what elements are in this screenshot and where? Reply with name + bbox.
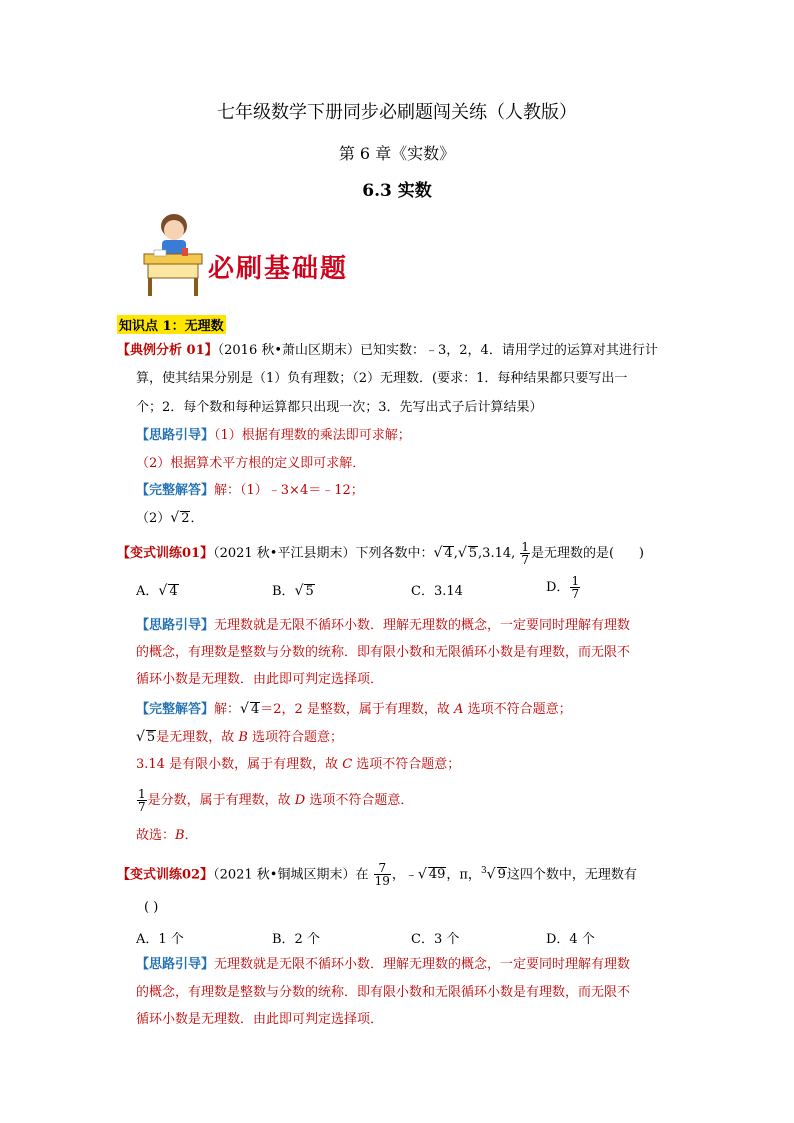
example1-line3: 个；2．每个数和每种运算都只出现一次；3．先写出式子后计算结果）	[136, 400, 543, 415]
variant1-hint3: 循环小数是无理数．由此即可判定选择项．	[136, 672, 384, 687]
variant1-stem: 【变式训练01】（2021 秋•平江县期末）下列各数中：√ 4,√ 5,3.14, $\frac{1}{7}$ 是无理数的是( )	[117, 540, 644, 567]
variant1-answer2: √ 5是无理数，故 B 选项符合题意；	[136, 729, 344, 745]
hint-tag: 【思路引导】	[136, 428, 215, 443]
variant1-answer4: $\frac{1}{7}$ 是分数，属于有理数，故 D 选项不符合题意．	[138, 787, 414, 814]
banner	[132, 206, 392, 298]
option-b: B．√ 5	[272, 583, 314, 599]
section-title: 6.3 实数	[362, 181, 432, 201]
variant1-hint1: 【思路引导】无理数就是无限不循环小数．理解无理数的概念，一定要同时理解有理数	[136, 618, 631, 633]
variant2-hint2: 的概念，有理数是整数与分数的统称．即有限小数和无限循环小数是有理数，而无限不	[136, 985, 631, 1000]
example1-answer2: （2）√ 2．	[136, 510, 204, 526]
option-a: A．√ 4	[136, 583, 178, 599]
example1-answer1: 【完整解答】解：（1）﹣3×4＝﹣12；	[136, 483, 364, 498]
variant2-hint3: 循环小数是无理数．由此即可判定选择项．	[136, 1012, 384, 1027]
answer-tag: 【完整解答】	[136, 483, 215, 498]
v2-option-b: B．2 个	[272, 932, 320, 947]
option-c: C．3.14	[411, 584, 463, 599]
v2-option-a: A．1 个	[136, 932, 184, 947]
example1-hint2: （2）根据算术平方根的定义即可求解．	[136, 456, 366, 471]
chapter-title: 第 6 章《实数》	[338, 144, 456, 163]
option-d: D． $\frac{1}{7}$	[546, 574, 580, 601]
variant1-hint2: 的概念，有理数是整数与分数的统称．即有限小数和无限循环小数是有理数，而无限不	[136, 645, 631, 660]
banner-title: 必刷基础题	[208, 254, 349, 284]
example1-tag: 【典例分析 01】	[117, 343, 218, 358]
variant1-answer1: 【完整解答】解：√ 4＝2，2 是整数，属于有理数，故 A 选项不符合题意；	[136, 701, 572, 717]
variant2-hint1: 【思路引导】无理数就是无限不循环小数．理解无理数的概念，一定要同时理解有理数	[136, 957, 631, 972]
variant2-stem: 【变式训练02】（2021 秋•铜城区期末）在 $\frac{7}{19}$ ，﹣√ 49，π，$^3$√ 9这四个数中，无理数有	[117, 861, 637, 889]
variant2-tag: 【变式训练02】	[117, 867, 214, 883]
example1-hint1: 【思路引导】（1）根据有理数的乘法即可求解；	[136, 428, 411, 443]
variant2-paren: ( )	[144, 900, 159, 915]
v2-option-c: C．3 个	[411, 932, 460, 947]
variant1-tag: 【变式训练01】	[117, 546, 214, 561]
variant1-answer3: 3.14 是有限小数，属于有理数，故 C 选项不符合题意；	[136, 757, 461, 772]
knowledge-point-heading: 知识点 1：无理数	[117, 315, 226, 334]
variant1-choice: 故选：B．	[136, 828, 198, 843]
example1-line2: 算，使其结果分别是（1）负有理数；（2）无理数．(要求：1．每种结果都只要写出一	[136, 371, 628, 386]
v2-option-d: D．4 个	[546, 932, 595, 947]
example1-line1: 【典例分析 01】（2016 秋•萧山区期末）已知实数：﹣3，2，4．请用学过的运算对其进行计	[117, 343, 658, 358]
student-at-desk-icon	[132, 206, 212, 298]
document-title: 七年级数学下册同步必刷题闯关练（人教版）	[217, 102, 577, 123]
fraction: $\frac{1}{7}$	[521, 540, 530, 567]
